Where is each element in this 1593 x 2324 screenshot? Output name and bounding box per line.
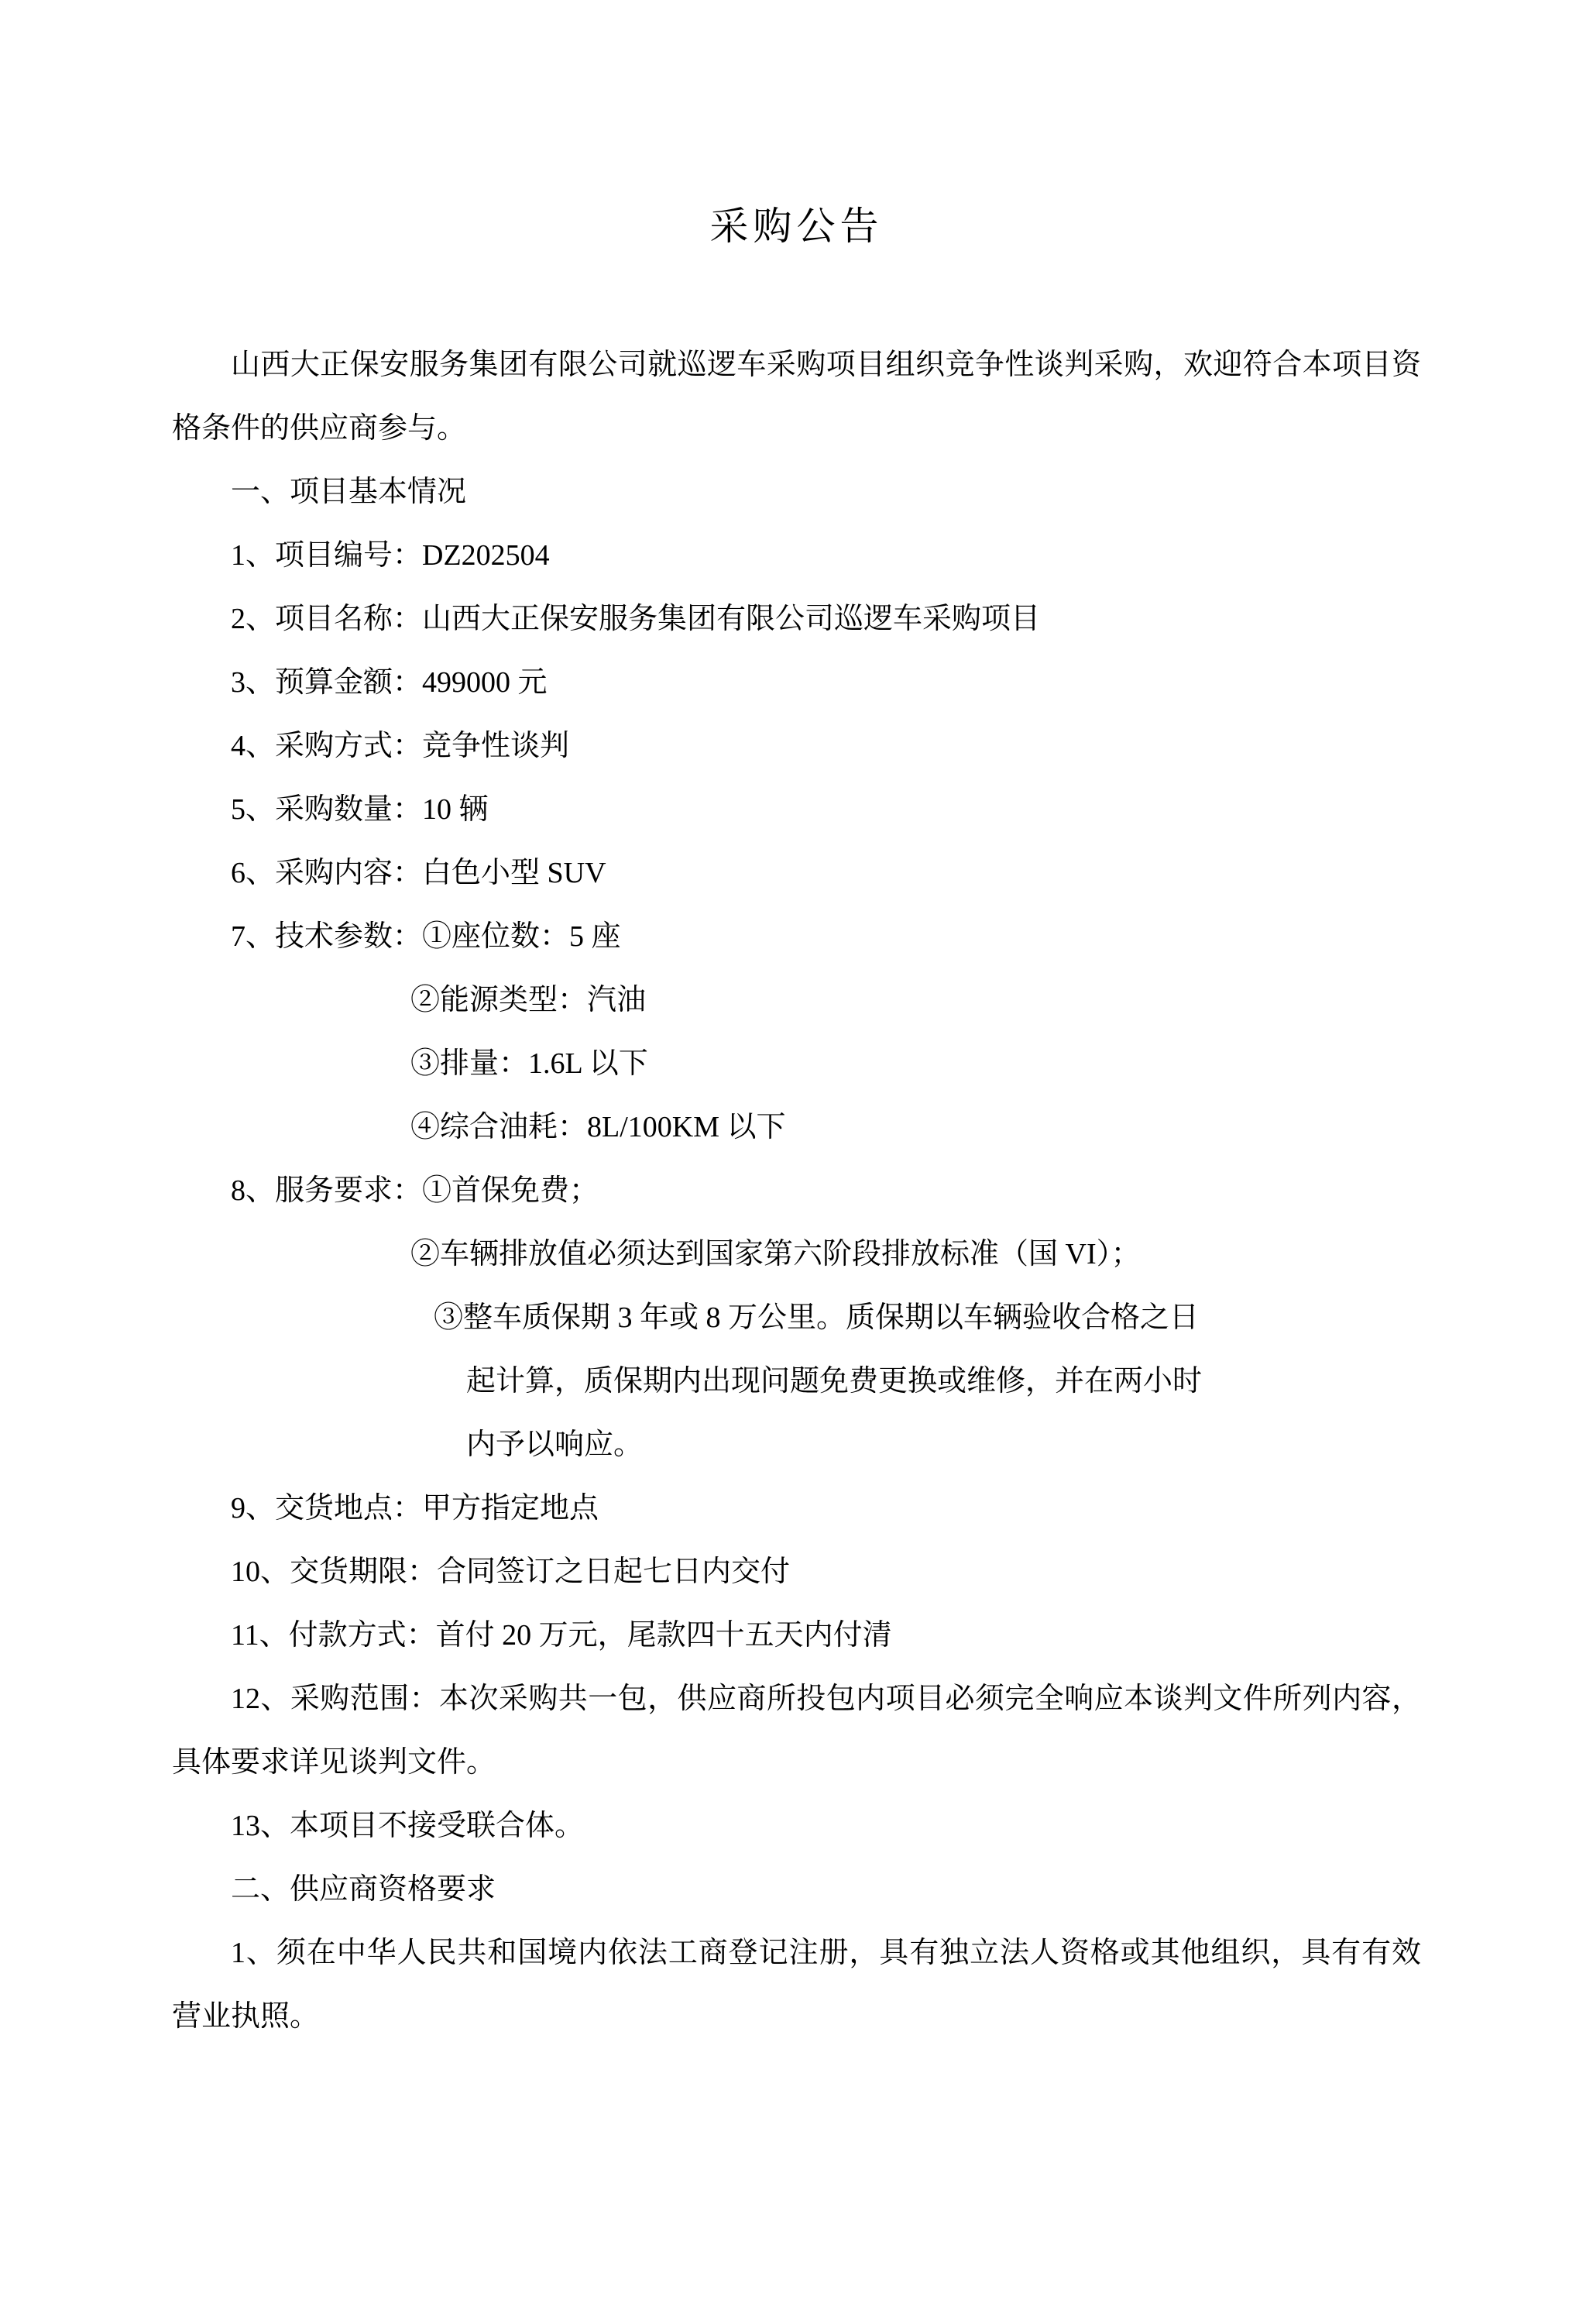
- document-body: [116, 333, 1477, 2048]
- service-req-first-maintenance: ①首保免费；: [422, 1174, 599, 1207]
- warranty-line-1: ③整车质保期 3 年或 8 万公里。质保期以车辆验收合格之日: [434, 1301, 1200, 1334]
- section-one-heading: 一、项目基本情况: [231, 476, 467, 508]
- item-project-number: 1、项目编号：DZ202504: [231, 539, 550, 572]
- tech-param-seats: ①座位数：5 座: [422, 920, 621, 953]
- page-title: 采购公告: [709, 205, 884, 248]
- tech-params-label-text: 7、技术参数：: [231, 920, 423, 953]
- item-purchase-method: 4、采购方式：竞争性谈判: [231, 730, 570, 762]
- item-no-consortium: 13、本项目不接受联合体。: [231, 1810, 585, 1842]
- item-budget-amount: 3、预算金额：499000 元: [231, 666, 548, 699]
- service-req-warranty: [116, 1286, 1477, 1477]
- item-delivery-location: 9、交货地点：甲方指定地点: [231, 1492, 599, 1525]
- item-purchase-quantity: 5、采购数量：10 辆: [231, 793, 489, 826]
- item-purchase-content: 6、采购内容：白色小型 SUV: [231, 857, 606, 889]
- item-technical-parameters-label: [116, 905, 1477, 968]
- tech-param-displacement: ③排量：1.6L 以下: [410, 1047, 648, 1080]
- item-purchase-scope: 12、采购范围：本次采购共一包，供应商所投包内项目必须完全响应本谈判文件所列内容，具体要求详见谈判文件。: [172, 1683, 1421, 1779]
- intro-paragraph: 山西大正保安服务集团有限公司就巡逻车采购项目组织竞争性谈判采购，欢迎符合本项目资格条件的供应商参与。: [172, 349, 1421, 445]
- warranty-line-3: 内予以响应。: [466, 1428, 644, 1461]
- section-two-heading: 二、供应商资格要求: [231, 1873, 496, 1906]
- service-req-emission-standard: ②车辆排放值必须达到国家第六阶段排放标准（国 VI）；: [410, 1238, 1141, 1270]
- item-payment-method: 11、付款方式：首付 20 万元，尾款四十五天内付清: [231, 1619, 892, 1652]
- item-delivery-deadline: 10、交货期限：合同签订之日起七日内交付: [231, 1556, 791, 1588]
- warranty-line-2: 起计算，质保期内出现问题免费更换或维修，并在两小时: [466, 1365, 1203, 1397]
- item-project-name: 2、项目名称：山西大正保安服务集团有限公司巡逻车采购项目: [231, 603, 1041, 635]
- item-service-requirements-label: [116, 1159, 1477, 1222]
- service-req-label-text: 8、服务要求：: [231, 1174, 423, 1207]
- tech-param-fuel-consumption: ④综合油耗：8L/100KM 以下: [410, 1111, 786, 1143]
- supplier-qualification-item-1: 1、须在中华人民共和国境内依法工商登记注册，具有独立法人资格或其他组织，具有有效营业执照。: [172, 1937, 1421, 2033]
- tech-param-energy-type: ②能源类型：汽油: [410, 984, 647, 1016]
